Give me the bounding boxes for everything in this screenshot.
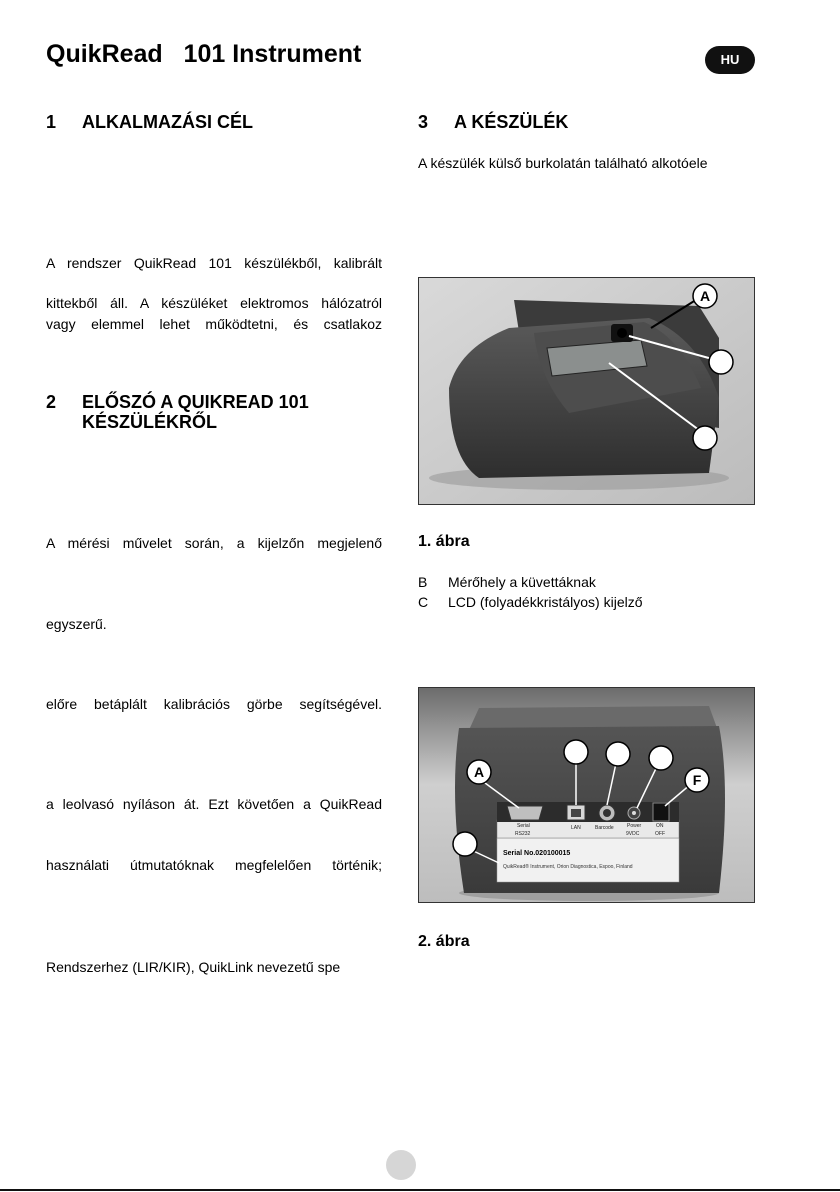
legend-item <box>418 594 758 614</box>
port-label: RS232 <box>515 831 531 837</box>
section-2-number: 2 <box>46 392 57 412</box>
section-1-title: ALKALMAZÁSI CÉL <box>82 112 253 132</box>
section-1-number: 1 <box>46 112 57 132</box>
paragraph-line: vagy elemmel lehet működtetni, és csatlakoz <box>46 316 382 332</box>
section-2-heading <box>46 392 386 436</box>
section-2-title-line-1: ELŐSZÓ A QUIKREAD 101 <box>82 392 309 412</box>
figure-2-caption: 2. ábra <box>418 933 470 950</box>
section-3-title: A KÉSZÜLÉK <box>454 112 569 132</box>
legend-text: LCD (folyadékkristályos) kijelző <box>448 594 643 610</box>
port-label: 9VDC <box>626 831 640 837</box>
section-1-heading <box>46 112 386 136</box>
manufacturer-text: QuikRead® Instrument, Orion Diagnostica, Espoo, Finland <box>503 864 633 870</box>
port-label: OFF <box>655 831 665 837</box>
port-label: ON <box>656 823 664 829</box>
paragraph-line: A mérési művelet során, a kijelzőn megjelenő <box>46 535 382 551</box>
section-2-title-line-2: KÉSZÜLÉKRŐL <box>82 412 217 432</box>
paragraph-line: A készülék külső burkolatán található alkotóele <box>418 155 708 171</box>
paragraph-line: előre betáplált kalibrációs görbe segítségével. <box>46 696 382 712</box>
legend-item <box>418 574 758 594</box>
callout-F: F <box>692 772 702 788</box>
callout-A: A <box>473 764 485 780</box>
section-3-heading <box>418 112 758 136</box>
paragraph-line: A rendszer QuikRead 101 készülékből, kalibrált <box>46 255 382 271</box>
bottom-rule <box>0 1189 840 1191</box>
device-front-illustration <box>419 278 754 504</box>
callout-A: A <box>699 288 711 304</box>
legend-text: Mérőhely a küvettáknak <box>448 574 596 590</box>
paragraph-line: kittekből áll. A készüléket elektromos hálózatról <box>46 295 382 311</box>
legend-key: C <box>418 594 429 610</box>
port-label: Serial <box>517 823 530 829</box>
language-badge: HU <box>705 46 755 74</box>
paragraph-line: a leolvasó nyíláson át. Ezt követően a QuikRead <box>46 796 382 812</box>
port-label: Power <box>627 823 642 829</box>
port-label: LAN <box>571 825 581 831</box>
figure-1-photo <box>418 277 755 505</box>
paragraph-line: használati útmutatóknak megfelelően történik; <box>46 857 382 873</box>
serial-number-text: Serial No.020100015 <box>503 850 571 857</box>
paragraph-line: Rendszerhez (LIR/KIR), QuikLink nevezetű spe <box>46 959 341 975</box>
device-back-illustration <box>419 688 754 902</box>
page-title: QuikRead 101 Instrument <box>46 40 362 68</box>
page-number-badge <box>386 1150 416 1180</box>
paragraph-line: egyszerű. <box>46 616 107 632</box>
figure-2-photo <box>418 687 755 903</box>
section-3-number: 3 <box>418 112 429 132</box>
port-label: Barcode <box>595 825 614 831</box>
figure-1-caption: 1. ábra <box>418 533 470 550</box>
legend-key: B <box>418 574 428 590</box>
